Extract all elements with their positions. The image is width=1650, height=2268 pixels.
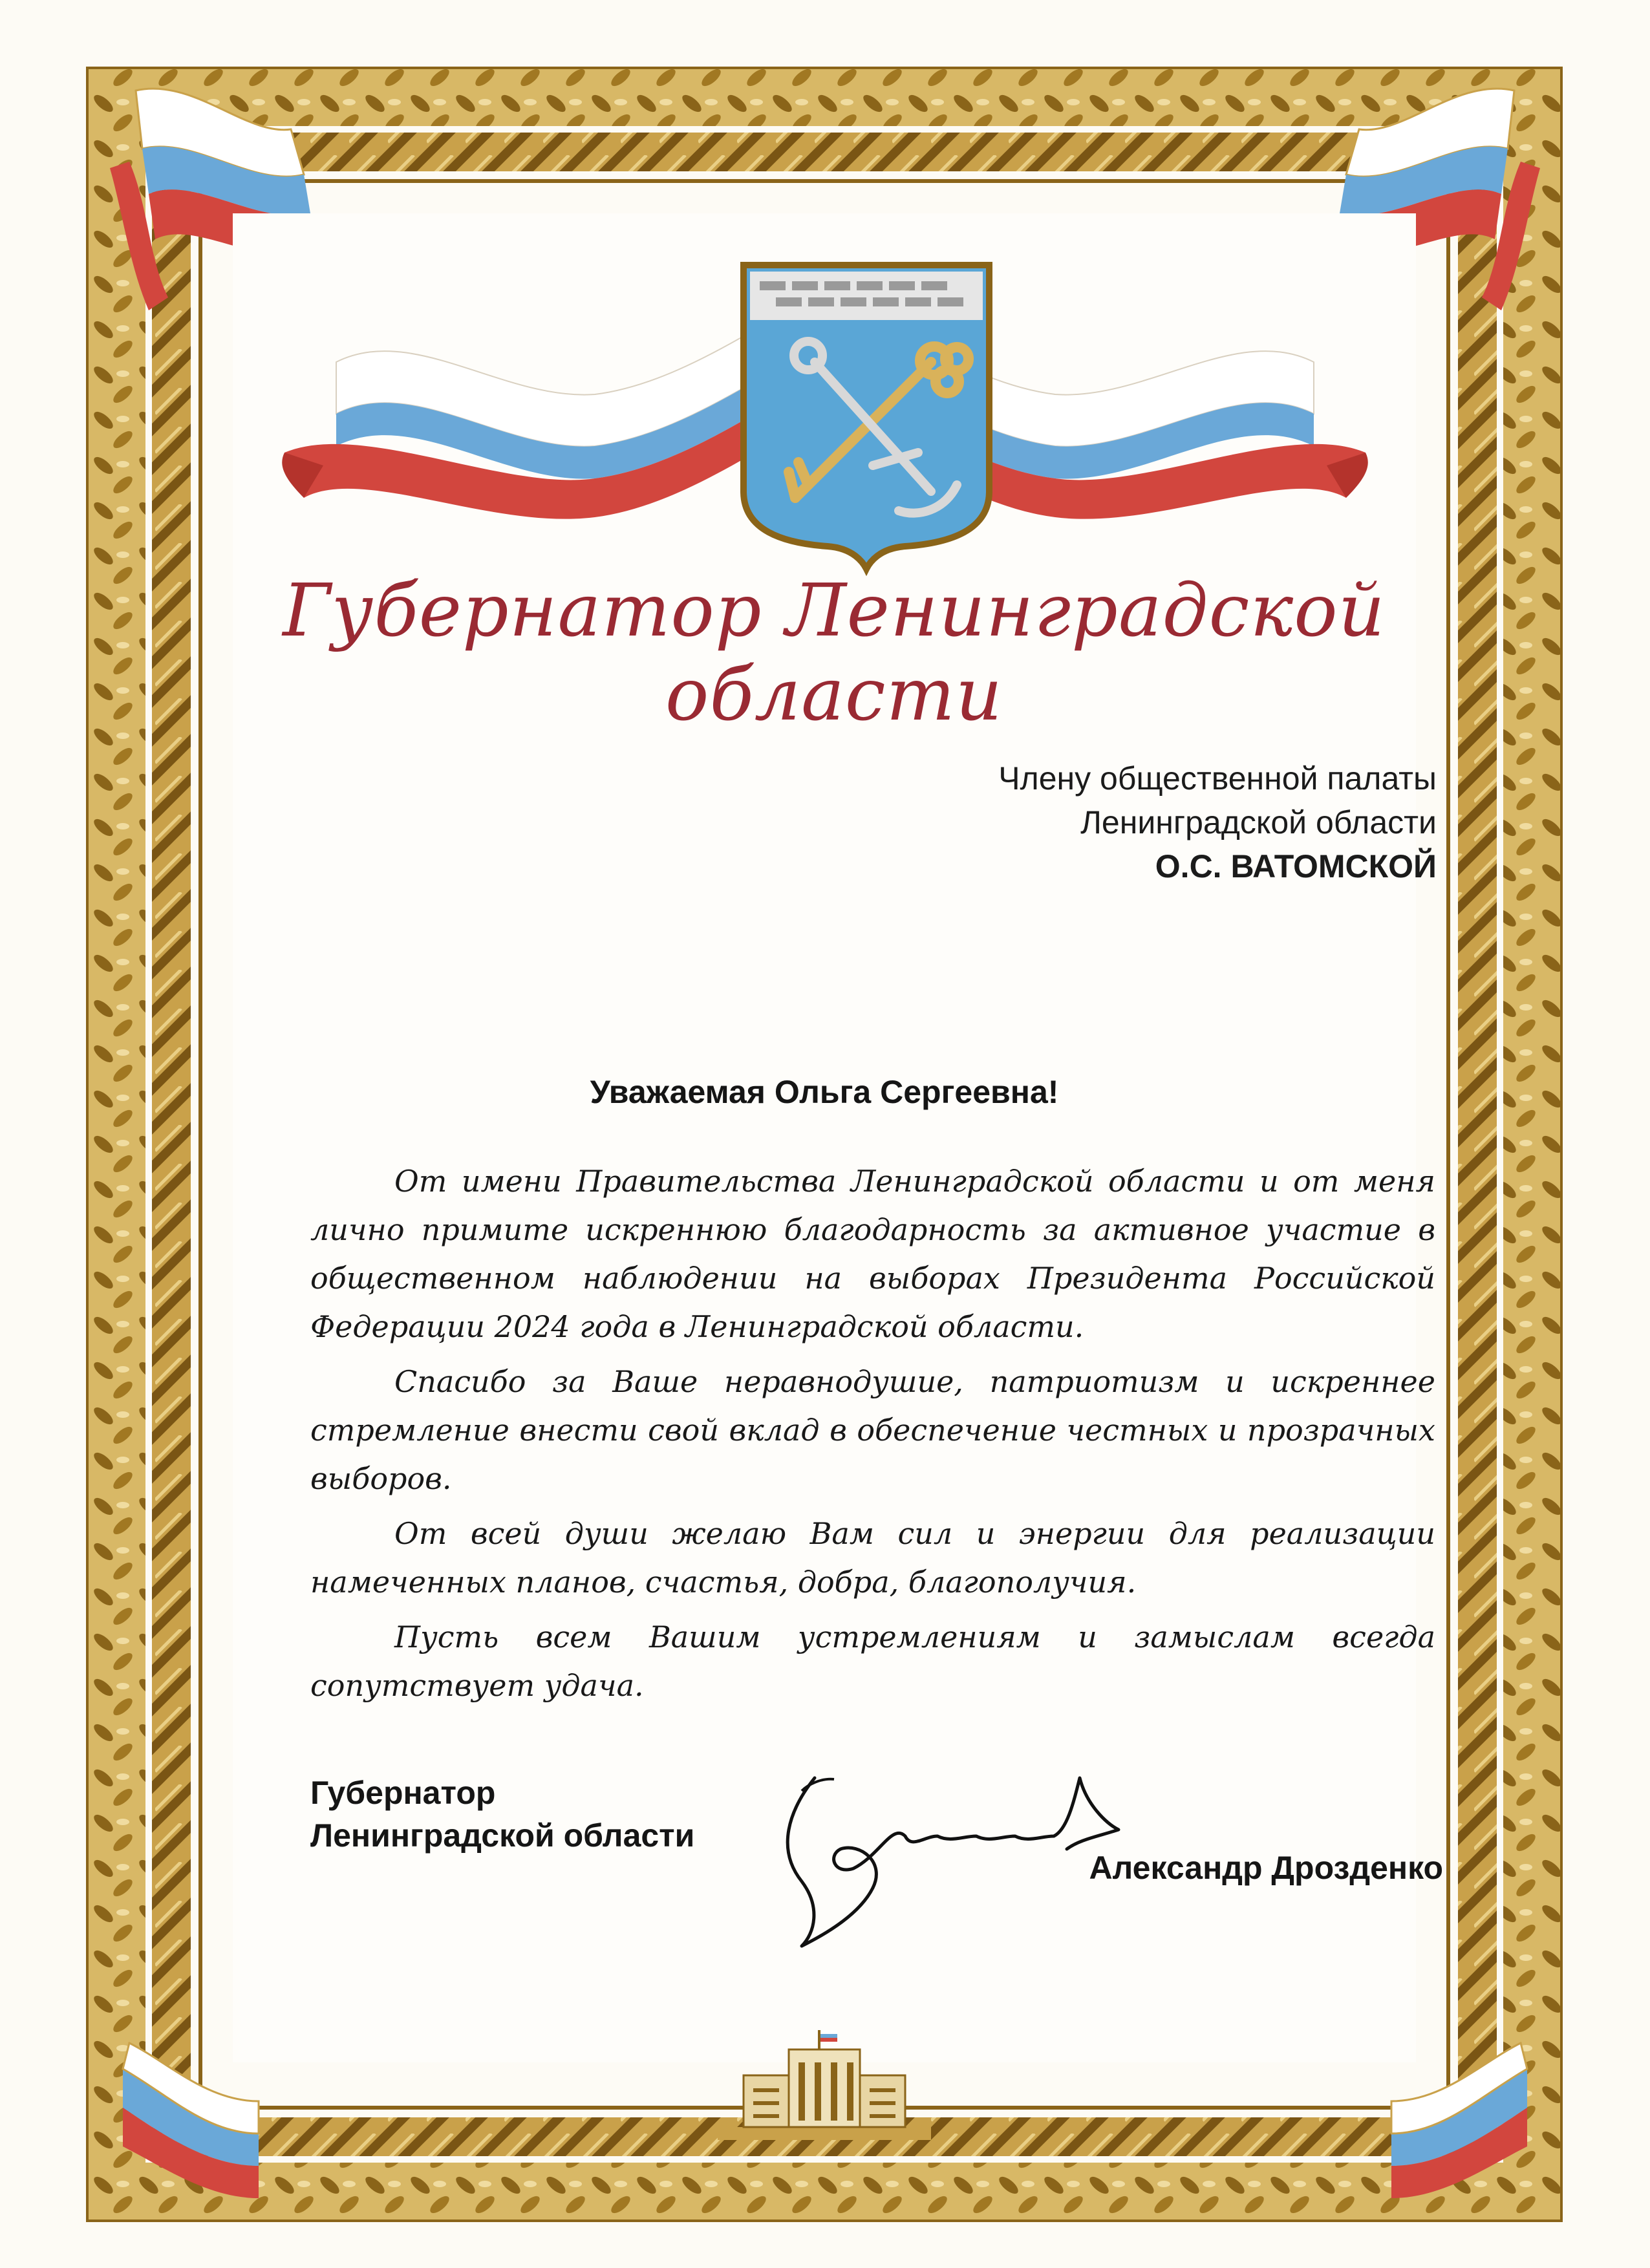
body-paragraph: От имени Правительства Ленинградской области и от меня лично примите искреннюю благодарность за активное участие в общественном наблюдении на выборах Президента Российской Федерации 2024 года в Ленинградской области. <box>310 1164 1435 1344</box>
body-paragraph: Пусть всем Вашим устремлениям и замыслам всегда сопутствует удача. <box>310 1620 1435 1703</box>
addressee-line-2: Ленинградской области <box>1080 804 1437 840</box>
letter-body <box>310 1157 1435 1717</box>
addressee-name: О.С. ВАТОМСКОЙ <box>1155 848 1437 884</box>
addressee-block <box>998 756 1437 888</box>
handwritten-signature <box>763 1739 1125 1959</box>
signer-position-line-2: Ленинградской области <box>310 1817 695 1854</box>
signer-position-line-1: Губернатор <box>310 1775 496 1811</box>
signer-position <box>310 1771 694 1857</box>
greeting: Уважаемая Ольга Сергеевна! <box>590 1074 1059 1110</box>
letterhead-title: Губернатор Ленинградской области <box>283 569 1386 737</box>
signer-name: Александр Дрозденко <box>1089 1850 1443 1886</box>
body-paragraph: Спасибо за Ваше неравнодушие, патриотизм и искреннее стремление внести свой вклад в обеспечение честных и прозрачных выборов. <box>310 1364 1435 1496</box>
body-paragraph: От всей души желаю Вам сил и энергии для реализации намеченных планов, счастья, добра, благополучия. <box>310 1516 1435 1599</box>
shield <box>744 265 989 569</box>
government-building-icon <box>718 2030 931 2146</box>
coat-of-arms-icon <box>0 0 1650 647</box>
addressee-line-1: Члену общественной палаты <box>998 760 1437 797</box>
flag-ribbon-left <box>282 336 744 519</box>
